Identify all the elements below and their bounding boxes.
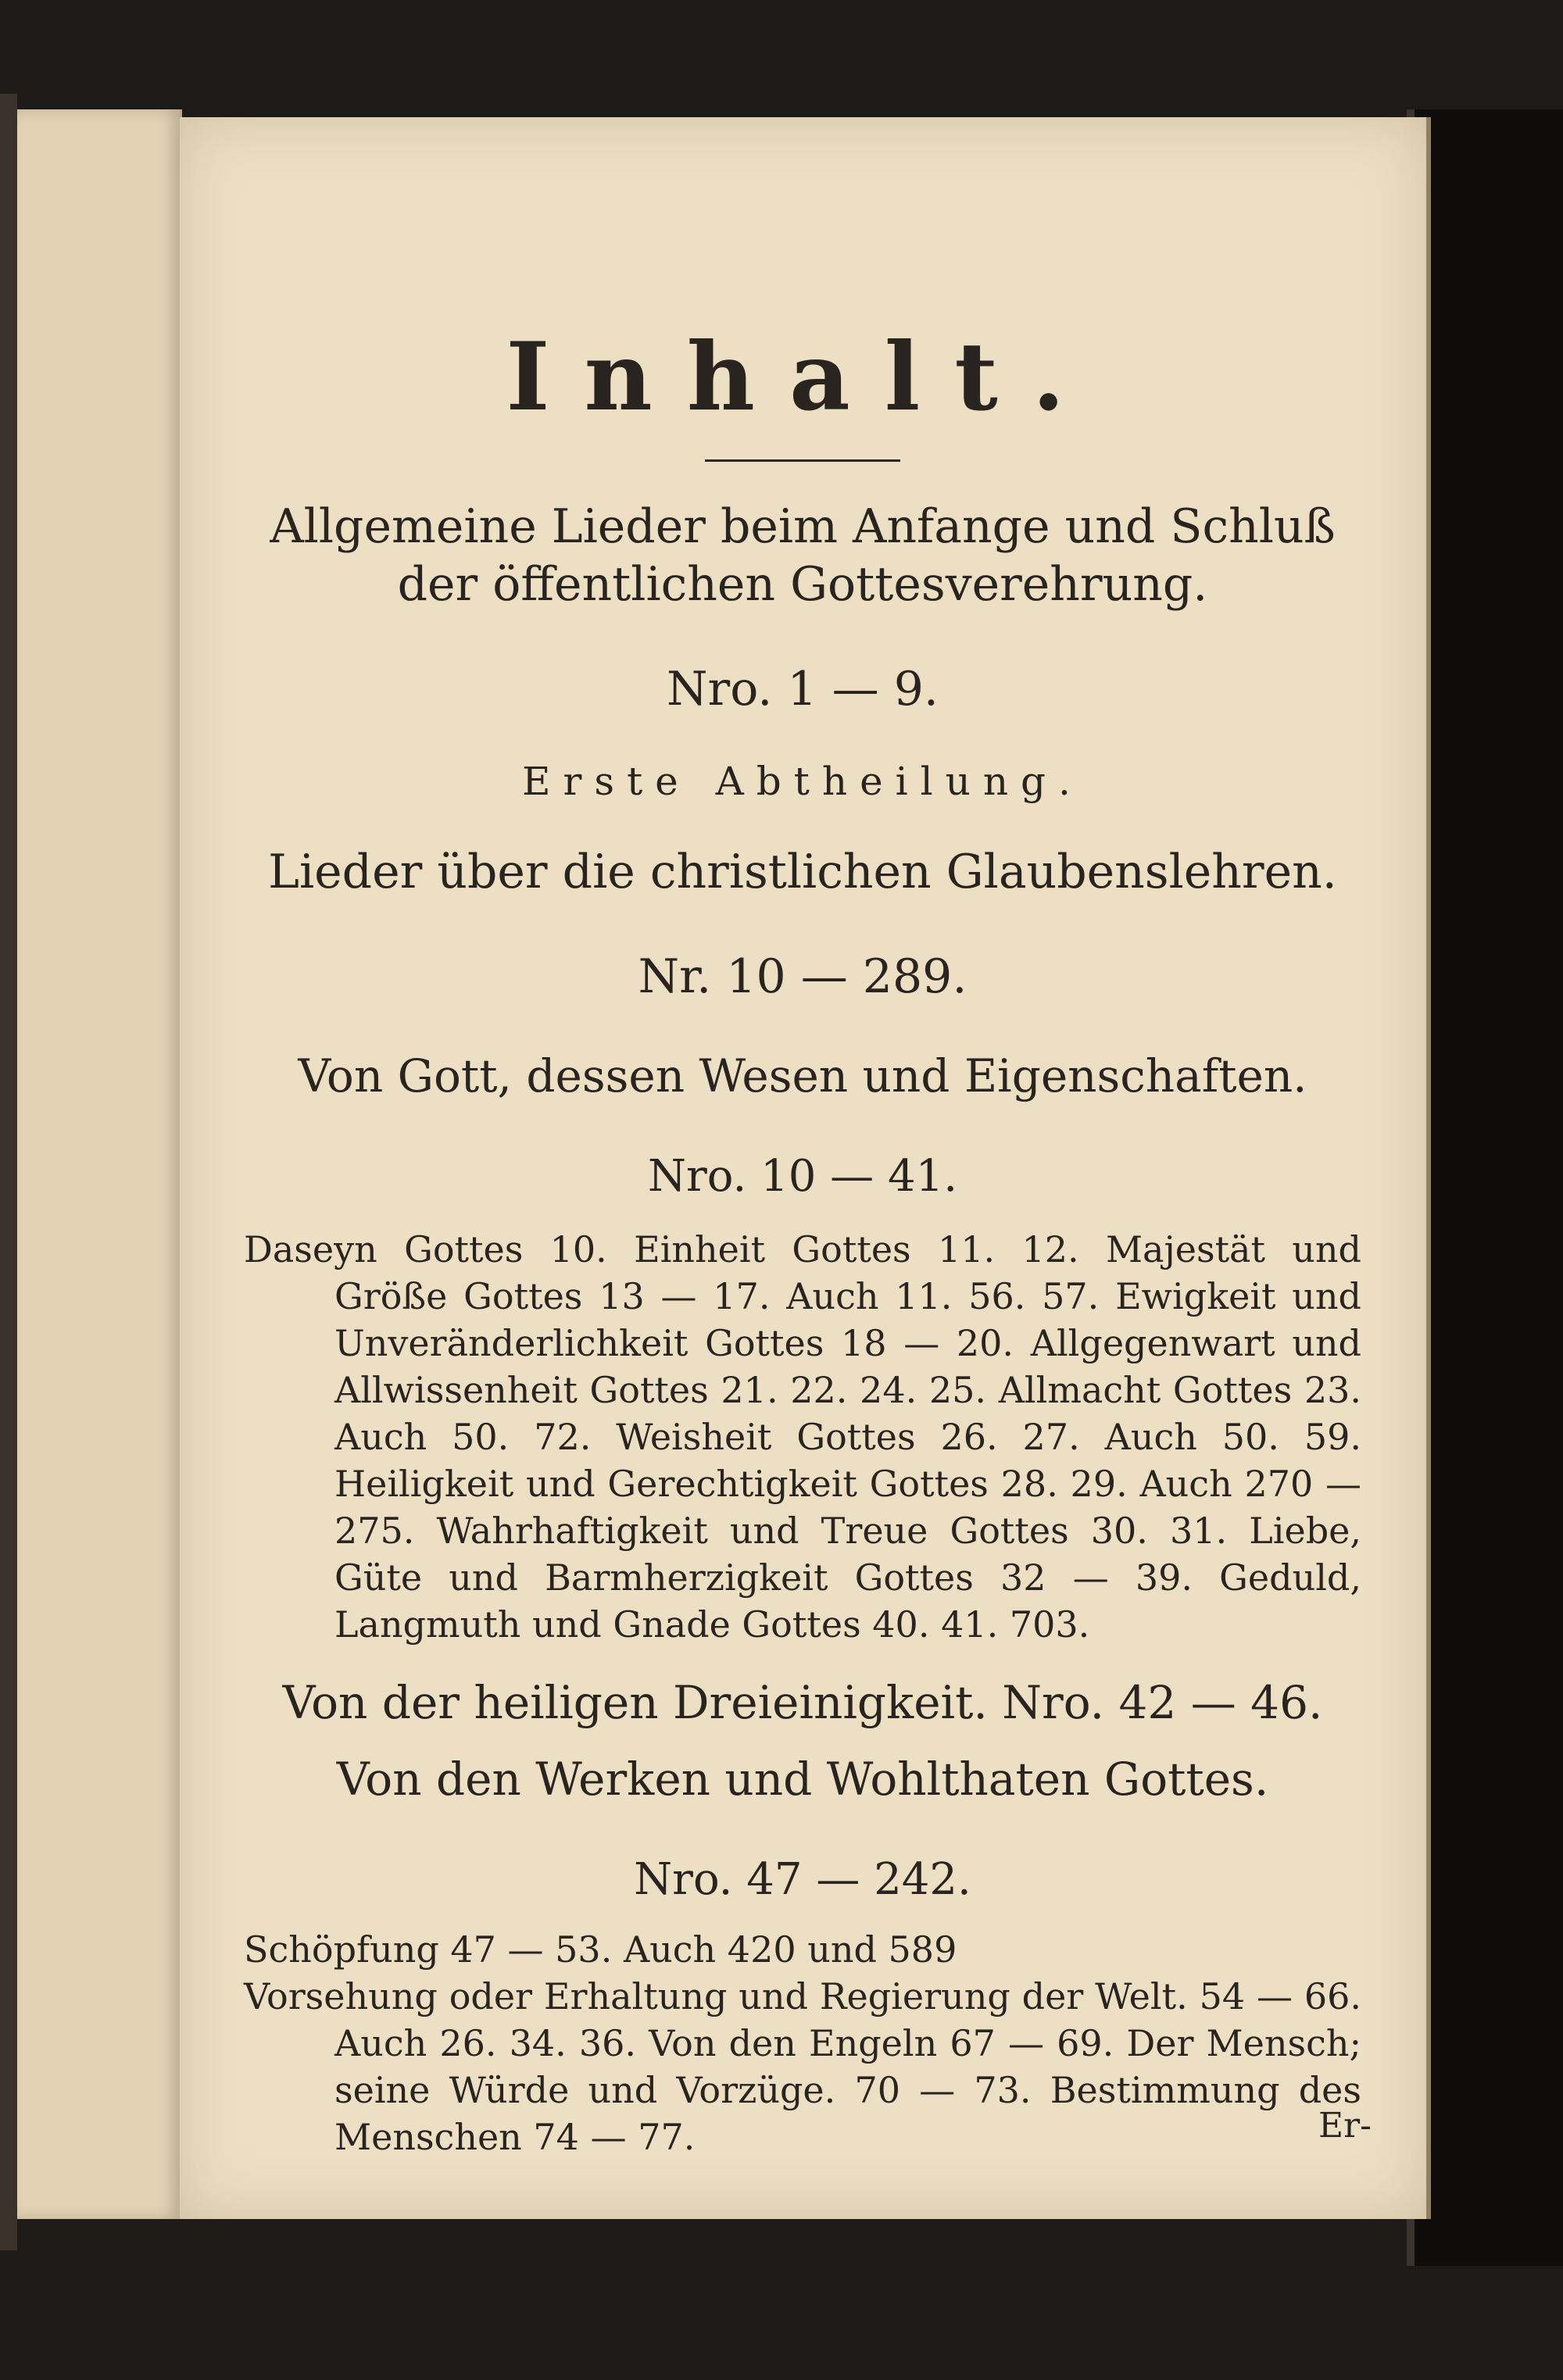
table-of-contents — [244, 319, 1361, 2160]
left-page-edge — [17, 109, 182, 2219]
section-works-heading: Von den Werken und Wohlthaten Gottes. — [336, 1753, 1269, 1806]
section-works-entries: Vorsehung oder Erhaltung und Regierung der Welt. 54 — 66. Auch 26. 34. 36. Von den Engeln 67 — 69. Der Mensch; seine Würde und Vorzüge. 70 — 73. Bestimmung des Menschen 74 — 77. — [244, 1975, 1361, 2158]
part-one-label: Erste Abtheilung. — [522, 759, 1083, 804]
catchword: Er- — [1318, 2106, 1372, 2146]
book-spine — [0, 94, 17, 2250]
title-rule — [705, 459, 900, 462]
section-god-range: Nro. 10 — 41. — [647, 1151, 958, 1202]
general-songs-heading-line2: der öffentlichen Gottesverehrung. — [397, 557, 1208, 612]
book-cover-edge — [1407, 109, 1563, 2266]
section-trinity-heading: Von der heiligen Dreieinigkeit. Nro. 42 — 46. — [282, 1676, 1323, 1729]
general-songs-heading-line1: Allgemeine Lieder beim Anfange und Schluß — [270, 499, 1336, 554]
general-songs-range: Nro. 1 — 9. — [667, 662, 939, 717]
book-page — [180, 117, 1426, 2219]
part-one-range: Nr. 10 — 289. — [638, 949, 967, 1004]
creation-entry: Schöpfung 47 — 53. Auch 420 und 589 — [244, 1928, 957, 1971]
section-works-range: Nro. 47 — 242. — [634, 1854, 971, 1905]
page-title: Inhalt. — [506, 322, 1100, 432]
section-god-entries: Daseyn Gottes 10. Einheit Gottes 11. 12. Majestät und Größe Gottes 13 — 17. Auch 11. 56. 57. Ewigkeit und Unveränderlichkeit Gottes 18 — 20. Allgegenwart und Allwissenheit Gottes 21. 22. 24. 25. Allmacht Gottes 23. Auch 50. 72. Weisheit Gottes 26. 27. Auch 50. 59. Heiligkeit und Gerechtigkeit Gottes 28. 29. Auch 270 — 275. Wahrhaftigkeit und Treue Gottes 30. 31. Liebe, Güte und Barmherzigkeit Gottes 32 — 39. Geduld, Langmuth und Gnade Gottes 40. 41. 703. — [244, 1228, 1361, 1646]
part-one-heading: Lieder über die christlichen Glaubenslehren. — [268, 845, 1337, 899]
section-god-heading: Von Gott, dessen Wesen und Eigenschaften. — [298, 1049, 1307, 1102]
